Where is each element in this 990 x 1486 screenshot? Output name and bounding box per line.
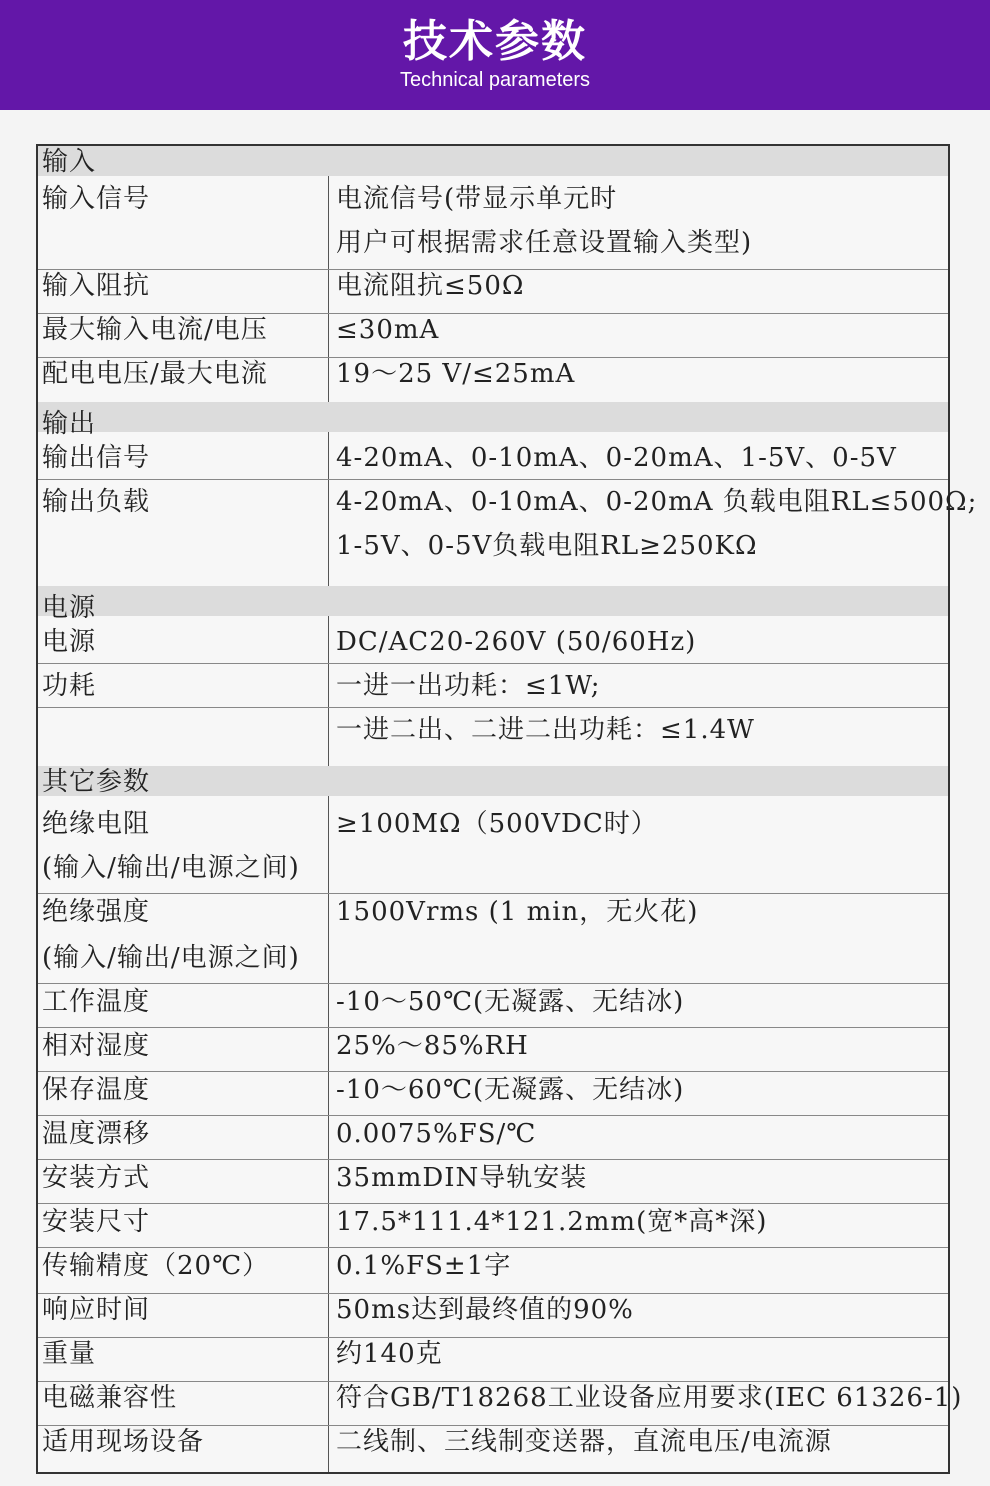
page-title: 技术参数 [403, 16, 587, 67]
param-label: 输出信号 [42, 443, 151, 473]
param-label: 安装方式 [42, 1163, 151, 1193]
spec-table [36, 144, 978, 1474]
section-row [38, 402, 948, 439]
param-label: 功耗 [42, 671, 97, 701]
param-value: ≥100MΩ（500VDC时） [336, 809, 658, 839]
param-value: 一进二出、二进二出功耗：≤1.4W [336, 715, 755, 745]
table-row [38, 844, 948, 894]
table-row [38, 620, 948, 664]
param-label: 输入阻抗 [42, 271, 151, 301]
section-label: 其它参数 [42, 767, 151, 797]
section-band [38, 766, 948, 796]
param-value: ≤30mA [336, 315, 440, 345]
param-label: (输入/输出/电源之间) [42, 853, 300, 883]
param-value: 二线制、三线制变送器，直流电压/电流源 [336, 1427, 832, 1457]
param-label: 绝缘电阻 [42, 809, 151, 839]
param-value: 电流阻抗≤50Ω [336, 271, 525, 301]
param-value: 1500Vrms (1 min，无火花) [336, 897, 699, 927]
section-label: 输出 [42, 409, 97, 439]
table-row [38, 708, 948, 752]
param-value: 用户可根据需求任意设置输入类型) [336, 228, 753, 258]
section-band [38, 146, 948, 176]
param-value: 0.1%FS±1字 [336, 1251, 512, 1281]
table-row [38, 664, 948, 708]
table-row [38, 436, 948, 480]
table-row [38, 1294, 948, 1338]
param-value: 约140克 [336, 1339, 443, 1369]
table-row [38, 938, 948, 984]
param-value: 1-5V、0-5V负载电阻RL≥250KΩ [336, 531, 758, 561]
param-value: 0.0075%FS/℃ [336, 1119, 537, 1149]
param-value: 4-20mA、0-10mA、0-20mA 负载电阻RL≤500Ω; [336, 487, 978, 517]
section-row [38, 766, 948, 800]
param-label: 最大输入电流/电压 [42, 315, 268, 345]
param-label: 输出负载 [42, 487, 151, 517]
table-row [38, 358, 948, 402]
param-label: 电源 [42, 627, 97, 657]
table-row [38, 524, 948, 586]
table-row [38, 1426, 948, 1472]
param-label: 相对湿度 [42, 1031, 151, 1061]
section-label: 电源 [42, 593, 97, 623]
param-label: 保存温度 [42, 1075, 151, 1105]
param-value: -10～50℃(无凝露、无结冰) [336, 987, 685, 1017]
param-label: (输入/输出/电源之间) [42, 943, 300, 973]
param-label: 电磁兼容性 [42, 1383, 178, 1413]
table-row [38, 220, 948, 270]
page-subtitle: Technical parameters [399, 69, 591, 91]
table-row [38, 480, 978, 524]
table-row [38, 1072, 948, 1116]
table-row [38, 1116, 948, 1160]
param-value: 4-20mA、0-10mA、0-20mA、1-5V、0-5V [336, 443, 897, 473]
param-value: -10～60℃(无凝露、无结冰) [336, 1075, 685, 1105]
page-header [0, 0, 990, 110]
param-label: 配电电压/最大电流 [42, 359, 268, 389]
param-label: 适用现场设备 [42, 1427, 205, 1457]
param-label: 输入信号 [42, 184, 151, 214]
param-label: 重量 [42, 1339, 97, 1369]
param-value: 19～25 V/≤25mA [336, 359, 576, 389]
table-row [38, 176, 948, 220]
param-value: 35mmDIN导轨安装 [336, 1163, 588, 1193]
section-row [38, 146, 948, 176]
table-row [38, 1160, 948, 1204]
param-value: 电流信号(带显示单元时 [336, 184, 618, 214]
param-label: 温度漂移 [42, 1119, 151, 1149]
param-value: 50ms达到最终值的90% [336, 1295, 634, 1325]
param-value: DC/AC20-260V (50/60Hz) [336, 627, 697, 657]
param-value: 17.5*111.4*121.2mm(宽*高*深) [336, 1207, 768, 1237]
param-label: 传输精度（20℃） [42, 1251, 270, 1281]
section-band [38, 586, 948, 616]
param-label: 安装尺寸 [42, 1207, 151, 1237]
table-row [38, 800, 948, 844]
section-label: 输入 [42, 147, 97, 177]
section-row [38, 586, 948, 623]
param-label: 绝缘强度 [42, 897, 151, 927]
param-label: 工作温度 [42, 987, 151, 1017]
table-row [38, 984, 948, 1028]
table-row [38, 1028, 948, 1072]
table-row [38, 1204, 948, 1248]
param-label: 响应时间 [42, 1295, 151, 1325]
table-row [38, 894, 948, 938]
section-band [38, 402, 948, 432]
param-value: 符合GB/T18268工业设备应用要求(IEC 61326-1) [336, 1383, 963, 1413]
param-value: 25%～85%RH [336, 1031, 529, 1061]
param-value: 一进一出功耗：≤1W; [336, 671, 601, 701]
